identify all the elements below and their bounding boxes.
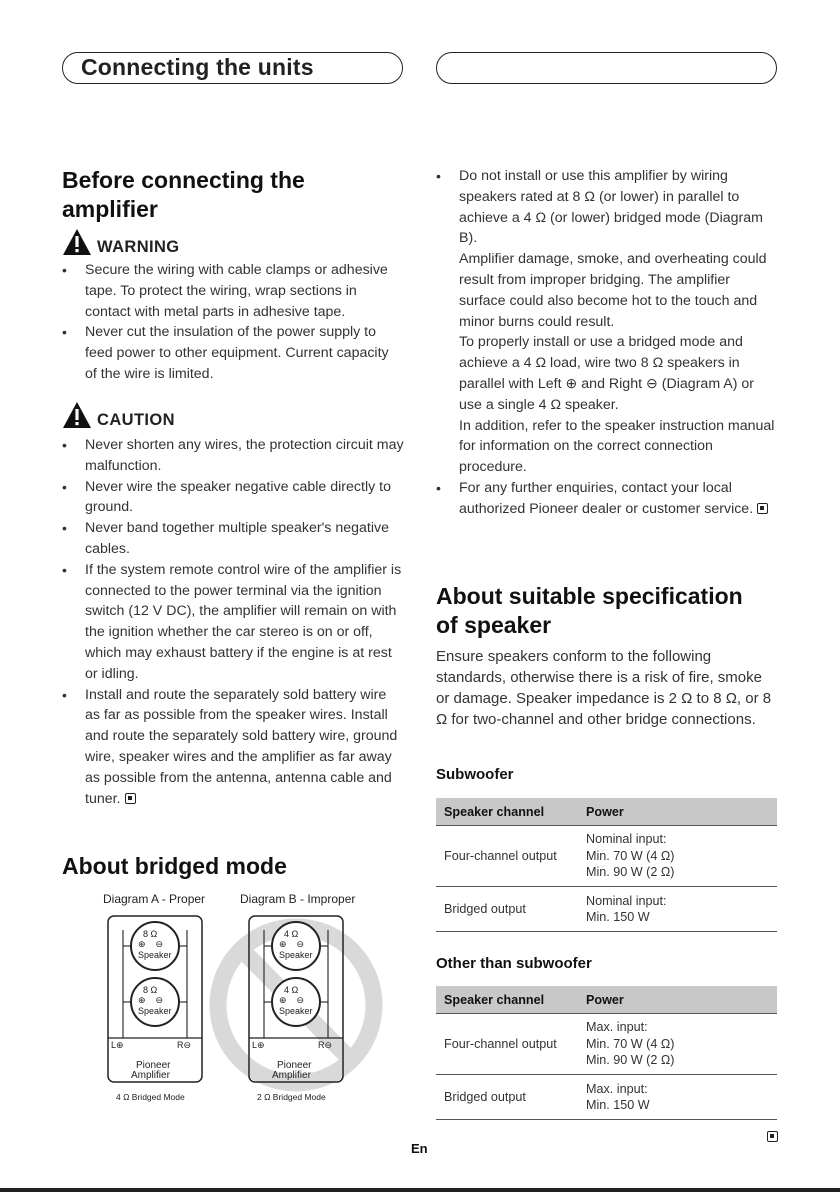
list-item-text: Install and route the separately sold battery wire as far as possible from the speaker wires. Install and route the separately sold battery wire, ground wire, speaker wires and the amplifier as far away as possible from the antenna, antenna cable and tuner. (85, 686, 398, 807)
table-cell: Four-channel output (436, 826, 578, 887)
left-terminal-label: L⊕ (252, 1040, 265, 1050)
bridged-mode-diagram (62, 890, 402, 1110)
speaker-polarity-label: ⊕ ⊖ (279, 995, 305, 1005)
power-line: Min. 150 W (586, 910, 650, 924)
heading-speaker-spec: About suitable specification of speaker (436, 583, 743, 638)
power-line: Nominal input: (586, 832, 667, 847)
other-spec-table (436, 986, 777, 1120)
amplifier-label-line2: Amplifier (272, 1070, 311, 1081)
speaker-polarity-label: ⊕ ⊖ (138, 995, 164, 1005)
amplifier-label-line1: Pioneer (136, 1060, 171, 1071)
warning-label: WARNING (97, 238, 180, 256)
column-header: Speaker channel (436, 986, 578, 1014)
power-line: Nominal input: (586, 893, 667, 908)
table-cell: Four-channel output (436, 1014, 578, 1075)
power-line: Min. 90 W (2 Ω) (586, 865, 675, 880)
warning-list (62, 260, 404, 385)
table-cell: Bridged output (436, 887, 578, 932)
table-cell: Bridged output (436, 1075, 578, 1120)
caution-heading (62, 399, 175, 429)
caution-label: CAUTION (97, 411, 175, 429)
table-row (436, 887, 777, 932)
heading-bridged-mode: About bridged mode (62, 853, 287, 879)
speaker-label: Speaker (138, 1006, 172, 1016)
spec-intro-text: Ensure speakers conform to the following standards, otherwise there is a risk of fire, smoke or damage. Speaker impedance is 2 Ω to 8 Ω, or 8 Ω for two-channel and other bridge connections. (436, 648, 772, 728)
power-line: Max. input: (586, 1081, 648, 1096)
warning-icon (62, 228, 92, 256)
caution-icon (62, 401, 92, 429)
column-header: Speaker channel (436, 798, 578, 826)
table-row (436, 826, 777, 887)
column-header: Power (578, 798, 777, 826)
list-item-text: • Do not install or use this amplifier by wiring speakers rated at 8 Ω (or lower) in parallel to achieve a 4 Ω (or lower) bridged mode (Diagram B). (459, 168, 763, 247)
power-line: Min. 70 W (4 Ω) (586, 1036, 675, 1051)
amplifier-label-line1: Pioneer (277, 1060, 312, 1071)
diagram-a-title: Diagram A - Proper (103, 892, 206, 906)
list-item: • Never band together multiple speaker's negative cables. (62, 518, 404, 560)
speaker-label: Speaker (279, 950, 313, 960)
table-header-row (436, 986, 777, 1014)
right-terminal-label: R⊖ (318, 1040, 333, 1050)
table-cell (578, 887, 777, 932)
diagram-b-footnote: 2 Ω Bridged Mode (257, 1092, 326, 1102)
list-item (436, 166, 778, 478)
bridging-notes-list (436, 166, 778, 520)
subwoofer-heading: Subwoofer (436, 766, 514, 783)
table-row (436, 1014, 777, 1075)
list-item: • If the system remote control wire of the amplifier is connected to the power terminal via the ignition switch (12 V DC), the amplifier will remain on with the ignition whether the car stereo is on or off, which may exhaust battery if the engine is at rest or idling. (62, 560, 404, 685)
right-terminal-label: R⊖ (177, 1040, 192, 1050)
power-line: Max. input: (586, 1020, 648, 1035)
list-item: • Never wire the speaker negative cable directly to ground. (62, 477, 404, 519)
speaker-ohm-label: 4 Ω (284, 929, 299, 939)
column-header: Power (578, 986, 777, 1014)
left-terminal-label: L⊕ (111, 1040, 124, 1050)
power-line: Min. 150 W (586, 1098, 650, 1112)
caution-list (62, 435, 404, 809)
speaker-polarity-label: ⊕ ⊖ (138, 939, 164, 949)
power-line: Min. 90 W (2 Ω) (586, 1053, 675, 1068)
speaker-label: Speaker (279, 1006, 313, 1016)
language-footer: En (411, 1141, 428, 1156)
end-mark-icon (125, 793, 136, 804)
power-line: Min. 70 W (4 Ω) (586, 848, 675, 863)
diagram-b-title: Diagram B - Improper (240, 892, 356, 906)
list-item-text: Amplifier damage, smoke, and overheating could result from improper bridging. The amplifier surface could also become hot to the touch and minor burns could result. (459, 251, 767, 330)
list-item (436, 478, 778, 520)
speaker-ohm-label: 8 Ω (143, 985, 158, 995)
subwoofer-spec-table (436, 798, 777, 932)
list-item-text: To properly install or use a bridged mode and achieve a 4 Ω load, wire two 8 Ω speakers in parallel with Left ⊕ and Right ⊖ (Diagram A) or use a single 4 Ω speaker. (459, 334, 755, 413)
list-item-text: In addition, refer to the speaker instruction manual for information on the correct connection procedure. (459, 417, 775, 476)
diagram-a-footnote: 4 Ω Bridged Mode (116, 1092, 185, 1102)
page-bottom-rule (0, 1188, 840, 1192)
end-mark-icon (757, 503, 768, 514)
other-than-subwoofer-heading: Other than subwoofer (436, 955, 592, 972)
section-title: Connecting the units (81, 54, 314, 80)
list-item: • Never shorten any wires, the protection circuit may malfunction. (62, 435, 404, 477)
amplifier-label-line2: Amplifier (131, 1070, 170, 1081)
table-cell (578, 1014, 777, 1075)
diagram-drawing (62, 910, 402, 1110)
speaker-label: Speaker (138, 950, 172, 960)
warning-heading (62, 226, 180, 256)
table-cell (578, 826, 777, 887)
speaker-ohm-label: 4 Ω (284, 985, 299, 995)
speaker-polarity-label: ⊕ ⊖ (279, 939, 305, 949)
list-item-text: For any further enquiries, contact your local authorized Pioneer dealer or customer service. (459, 479, 754, 517)
end-mark-icon (767, 1131, 778, 1142)
table-header-row (436, 798, 777, 826)
empty-header-pill (436, 52, 777, 84)
table-row (436, 1075, 777, 1120)
speaker-ohm-label: 8 Ω (143, 929, 158, 939)
table-cell (578, 1075, 777, 1120)
list-item: • Never cut the insulation of the power supply to feed power to other equipment. Current capacity of the wire is limited. (62, 322, 404, 384)
heading-before-connecting: Before connecting the amplifier (62, 167, 305, 222)
list-item (62, 685, 404, 810)
list-item: • Secure the wiring with cable clamps or adhesive tape. To protect the wiring, wrap sections in contact with metal parts in adhesive tape. (62, 260, 404, 322)
section-header-pill (62, 52, 403, 84)
